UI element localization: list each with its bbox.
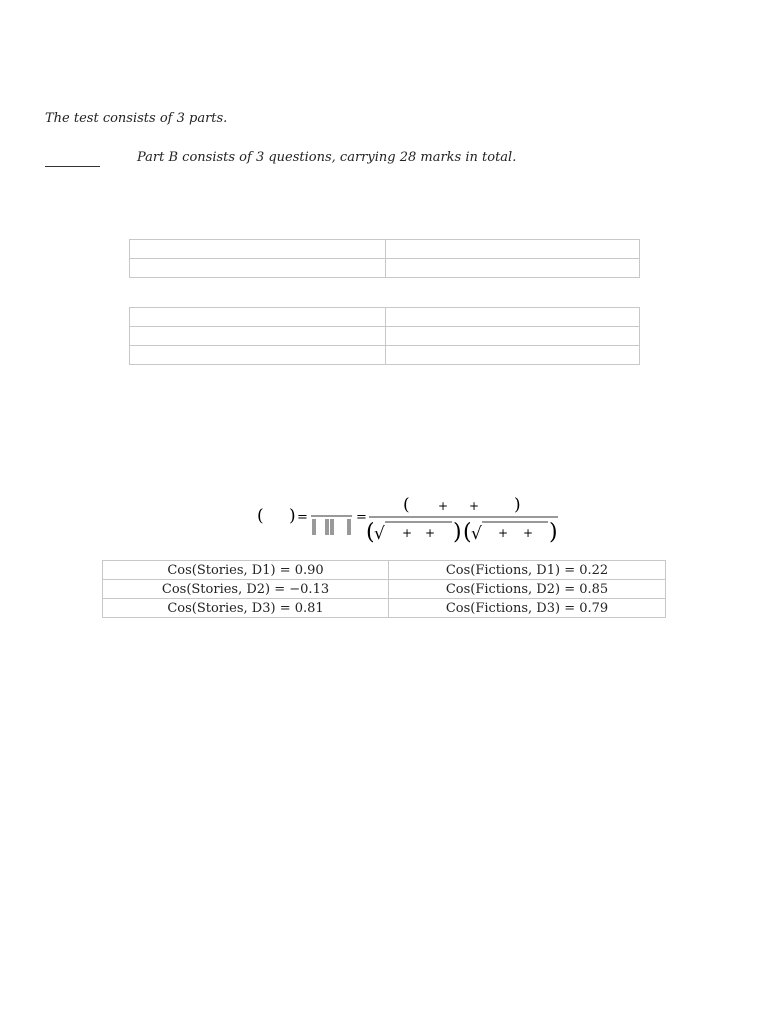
cosine-values-table	[102, 560, 666, 618]
blank-table-1	[129, 239, 640, 278]
sqrt-sign-1: √	[374, 524, 385, 544]
denominator-plus-3: +	[498, 526, 509, 540]
numerator-plus-2: +	[469, 499, 480, 513]
table-cell	[386, 308, 640, 327]
table-cell	[386, 346, 640, 365]
sqrt-sign-2: √	[471, 524, 482, 544]
formula-equals-1: =	[297, 510, 308, 525]
formula-equals-2: =	[356, 510, 367, 525]
table-cell	[386, 240, 640, 259]
table-cell	[130, 327, 386, 346]
numerator-plus-1: +	[438, 499, 449, 513]
cos-fictions-d2: Cos(Fictions, D2) = 0.85	[389, 580, 666, 599]
table-cell	[130, 308, 386, 327]
blank-table-2	[129, 307, 640, 365]
table-cell	[386, 327, 640, 346]
table-row	[103, 599, 666, 618]
cos-stories-d3: Cos(Stories, D3) = 0.81	[103, 599, 389, 618]
intro-line-1: The test consists of 3 parts.	[45, 111, 228, 126]
cos-fictions-d1: Cos(Fictions, D1) = 0.22	[389, 561, 666, 580]
intro-line-2: Part B consists of 3 questions, carrying 28 marks in total.	[137, 150, 517, 165]
answer-blank-line	[45, 166, 100, 167]
cos-fictions-d3: Cos(Fictions, D3) = 0.79	[389, 599, 666, 618]
table-row	[103, 561, 666, 580]
cos-stories-d1: Cos(Stories, D1) = 0.90	[103, 561, 389, 580]
formula-rparen: )	[289, 506, 296, 526]
denominator-plus-2: +	[425, 526, 436, 540]
table-row	[103, 580, 666, 599]
cosine-formula-svg	[255, 492, 565, 550]
formula-lparen: (	[257, 506, 264, 526]
denominator-plus-1: +	[402, 526, 413, 540]
denominator-lparen-1: (	[366, 520, 375, 545]
table-cell	[130, 240, 386, 259]
denominator-plus-4: +	[523, 526, 534, 540]
denominator-lparen-2: (	[463, 520, 472, 545]
norm-bars	[313, 519, 350, 535]
cosine-formula	[255, 492, 565, 550]
numerator-lparen: (	[403, 495, 410, 515]
denominator-rparen-2: )	[549, 520, 558, 545]
table-cell	[386, 259, 640, 278]
cos-stories-d2: Cos(Stories, D2) = −0.13	[103, 580, 389, 599]
denominator-rparen-1: )	[453, 520, 462, 545]
table-cell	[130, 346, 386, 365]
table-cell	[130, 259, 386, 278]
numerator-rparen: )	[514, 495, 521, 515]
